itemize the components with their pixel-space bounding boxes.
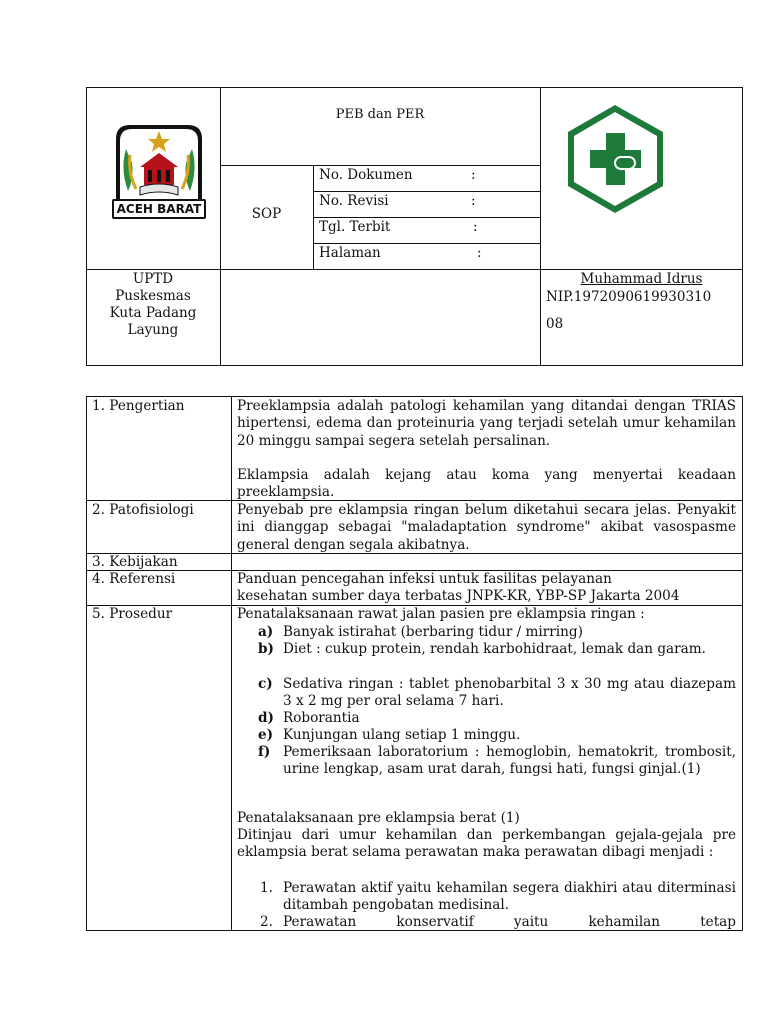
numbered-text-1: Perawatan aktif yaitu kehamilan segera diakhiri atau diterminasi ditambah pengobatan medisinal. [283,880,736,914]
meta-sep-no-revisi: : [471,193,476,209]
meta-sep-no-dokumen: : [471,167,476,183]
meta-label-tgl-terbit: Tgl. Terbit [319,219,391,235]
section-label-kebijakan: 3. Kebijakan [92,554,178,570]
org-line-3: Kuta Padang [109,305,197,321]
item-text-e: Kunjungan ulang setiap 1 minggu. [283,727,521,743]
section-label-patofisiologi: 2. Patofisiologi [92,502,194,518]
prosedur-berat-para: Ditinjau dari umur kehamilan dan perkembangan gejala-gejala pre eklampsia berat selama perawatan maka perawatan dibagi menjadi : [237,827,736,861]
item-text-b: Diet : cukup protein, rendah karbohidraat, lemak dan garam. [283,641,706,657]
item-marker-f: f) [258,744,271,760]
header-table [86,87,743,366]
aceh-barat-logo-text: ACEH BARAT [116,202,202,216]
prosedur-intro: Penatalaksanaan rawat jalan pasien pre eklampsia ringan : [237,606,645,622]
document-title: PEB dan PER [335,107,425,122]
referensi-line-1: Panduan pencegahan infeksi untuk fasilitas pelayanan [237,571,612,587]
meta-sep-halaman: : [477,245,482,261]
org-line-1: UPTD [132,271,174,287]
item-marker-d: d) [258,710,274,726]
aceh-barat-logo [106,119,212,229]
org-line-2: Puskesmas [115,288,191,304]
meta-label-no-dokumen: No. Dokumen [319,167,413,183]
org-line-4: Layung [127,322,179,338]
referensi-line-2: kesehatan sumber daya terbatas JNPK-KR, YBP-SP Jakarta 2004 [237,588,680,604]
puskesmas-logo [559,99,672,219]
item-marker-a: a) [258,624,274,640]
item-text-f: Pemeriksaan laboratorium : hemoglobin, hematokrit, trombosit, urine lengkap, asam urat darah, fungsi hati, fungsi ginjal.(1) [283,744,736,778]
puskesmas-cross-icon [559,99,672,219]
signatory-nip-line-1: NIP.197209061993031​0 [546,289,712,305]
meta-sep-tgl-terbit: : [473,219,478,235]
item-text-a: Banyak istirahat (berbaring tidur / mirring) [283,624,583,640]
item-marker-c: c) [258,676,273,692]
item-marker-b: b) [258,641,274,657]
signatory-name: Muhammad Idrus [580,271,703,287]
numbered-text-2: Perawatan konservatif yaitu kehamilan tetap [283,914,736,930]
meta-label-no-revisi: No. Revisi [319,193,389,209]
item-text-c: Sedativa ringan : tablet phenobarbital 3 x 30 mg atau diazepam 3 x 2 mg per oral selama 7 hari. [283,676,736,710]
item-marker-e: e) [258,727,274,743]
patofisiologi-text: Penyebab pre eklampsia ringan belum diketahui secara jelas. Penyakit ini dianggap sebagai "maladaptation syndrome" akibat vasospasme general dengan segala akibatnya. [237,502,736,553]
section-label-pengertian: 1. Pengertian [92,398,185,414]
pengertian-para-2: Eklampsia adalah kejang atau koma yang menyertai keadaan preeklampsia. [237,467,736,501]
pengertian-para-1: Preeklampsia adalah patologi kehamilan yang ditandai dengan TRIAS hipertensi, edema dan proteinuria yang terjadi setelah umur kehamilan 20 minggu sampai segera setelah persalinan. [237,398,736,449]
item-text-d: Roborantia [283,710,360,726]
numbered-marker-1: 1. [260,880,273,896]
prosedur-berat-title: Penatalaksanaan pre eklampsia berat (1) [237,810,520,826]
meta-label-halaman: Halaman [319,245,381,261]
section-label-prosedur: 5. Prosedur [92,606,173,622]
numbered-marker-2: 2. [260,914,273,930]
sop-label: SOP [251,206,282,222]
section-label-referensi: 4. Referensi [92,571,176,587]
sop-content-table [86,396,743,931]
signatory-nip-line-2: 08 [546,316,564,332]
